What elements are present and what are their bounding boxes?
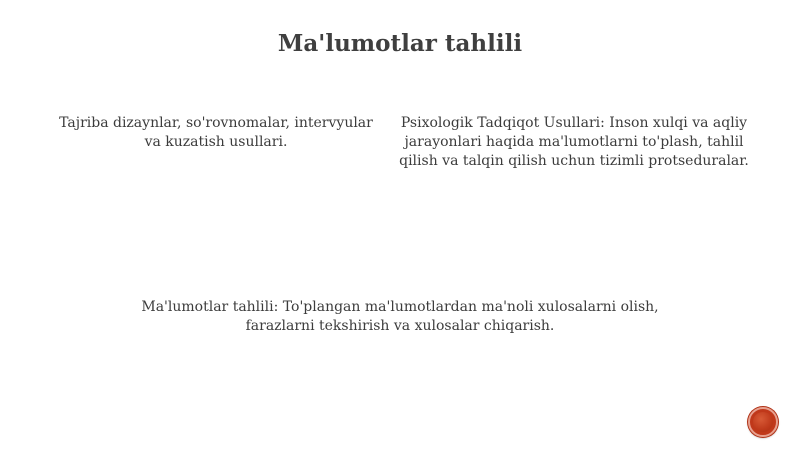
circle-next-icon	[753, 412, 773, 432]
bottom-text-block: Ma'lumotlar tahlili: To'plangan ma'lumotlardan ma'noli xulosalarni olish, farazlarni tekshirish va xulosalar chiqarish.	[141, 299, 659, 334]
right-text-block: Psixologik Tadqiqot Usullari: Inson xulqi va aqliy jarayonlari haqida ma'lumotlarni to'plash, tahlil qilish va talqin qilish uchun tizimli protseduralar.	[399, 115, 749, 169]
next-slide-button[interactable]	[748, 407, 778, 437]
left-text-block: Tajriba dizaynlar, so'rovnomalar, intervyular va kuzatish usullari.	[59, 115, 373, 150]
slide-title: Ma'lumotlar tahlili	[277, 30, 523, 57]
